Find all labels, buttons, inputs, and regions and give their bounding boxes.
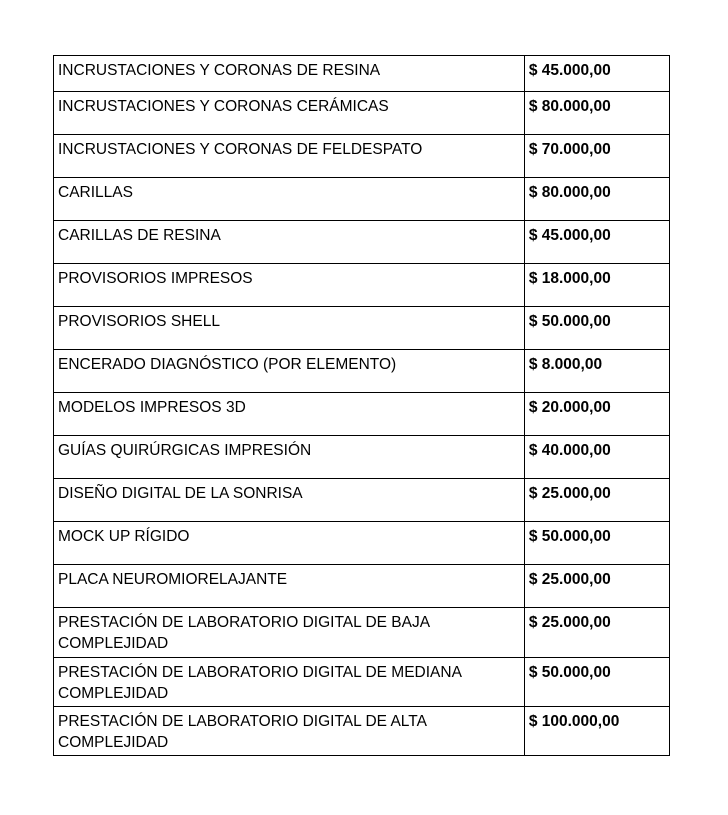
item-price: $ 18.000,00 [524,264,669,307]
item-price: $ 25.000,00 [524,479,669,522]
item-description: MODELOS IMPRESOS 3D [54,393,525,436]
item-description: PRESTACIÓN DE LABORATORIO DIGITAL DE MEDIANA COMPLEJIDAD [54,658,525,707]
item-price: $ 25.000,00 [524,565,669,608]
table-row [54,565,670,608]
table-row [54,56,670,92]
table-row [54,522,670,565]
item-description: CARILLAS DE RESINA [54,221,525,264]
table-row [54,658,670,707]
item-description: INCRUSTACIONES Y CORONAS DE FELDESPATO [54,135,525,178]
item-price: $ 20.000,00 [524,393,669,436]
item-description: INCRUSTACIONES Y CORONAS DE RESINA [54,56,525,92]
item-price: $ 80.000,00 [524,178,669,221]
table-row [54,436,670,479]
table-row [54,350,670,393]
item-description: PRESTACIÓN DE LABORATORIO DIGITAL DE BAJA COMPLEJIDAD [54,608,525,658]
item-price: $ 50.000,00 [524,307,669,350]
table-row [54,393,670,436]
item-description: GUÍAS QUIRÚRGICAS IMPRESIÓN [54,436,525,479]
item-price: $ 80.000,00 [524,92,669,135]
table-row [54,221,670,264]
item-description: ENCERADO DIAGNÓSTICO (POR ELEMENTO) [54,350,525,393]
item-price: $ 100.000,00 [524,707,669,756]
item-price: $ 50.000,00 [524,522,669,565]
item-description: DISEÑO DIGITAL DE LA SONRISA [54,479,525,522]
item-description: MOCK UP RÍGIDO [54,522,525,565]
price-list-table [53,55,670,756]
item-price: $ 8.000,00 [524,350,669,393]
table-row [54,307,670,350]
item-description: PROVISORIOS IMPRESOS [54,264,525,307]
item-price: $ 70.000,00 [524,135,669,178]
item-price: $ 40.000,00 [524,436,669,479]
item-description: PLACA NEUROMIORELAJANTE [54,565,525,608]
table-row [54,135,670,178]
table-row [54,178,670,221]
table-row [54,92,670,135]
item-price: $ 50.000,00 [524,658,669,707]
table-row [54,479,670,522]
item-description: PROVISORIOS SHELL [54,307,525,350]
item-price: $ 45.000,00 [524,56,669,92]
item-description: PRESTACIÓN DE LABORATORIO DIGITAL DE ALTA COMPLEJIDAD [54,707,525,756]
table-row [54,707,670,756]
table-row [54,264,670,307]
item-price: $ 45.000,00 [524,221,669,264]
item-description: INCRUSTACIONES Y CORONAS CERÁMICAS [54,92,525,135]
item-price: $ 25.000,00 [524,608,669,658]
item-description: CARILLAS [54,178,525,221]
table-row [54,608,670,658]
